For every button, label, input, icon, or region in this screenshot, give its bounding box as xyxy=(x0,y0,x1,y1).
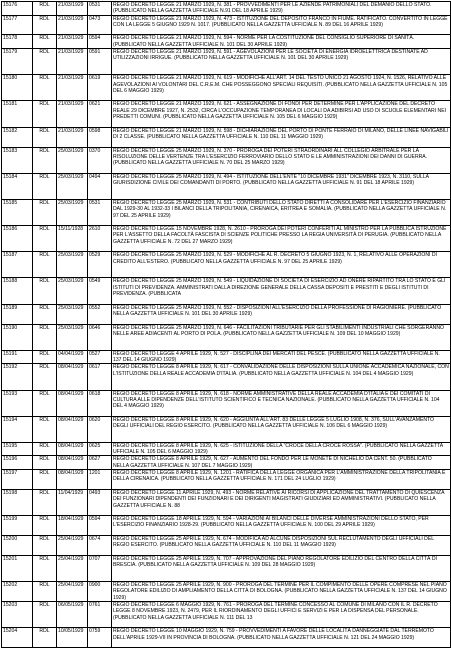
table-row xyxy=(2,15,451,35)
description-cell: REGIO DECRETO LEGGE 8 APRILE 1929, N. 1201 - RATIFICA DELLA LEGGE ORGANICA PER L'AMMINISTRAZIONE DELLA TRIPOLITANIA E DELLA CIRENAICA. (PUBBLICATO NELLA GAZZETTA UFFICIALE N. 171 DEL 24 LUGLIO 1929) xyxy=(112,470,451,490)
date-cell: 08/04/1929 xyxy=(57,470,88,490)
date-cell: 21/03/1929 xyxy=(57,15,88,35)
record-number-cell: 15187 xyxy=(2,252,33,278)
description-cell: REGIO DECRETO LEGGE 25 MARZO 1929, N. 531 - CONTRIBUTI DELLO STATO DIRETTI A CONSOLIDARE PER L'ESERCIZIO FINANZIARIO DAL 1929-30 AL 1932-33 I BILANCI DELLA TRIPOLITANIA, CIRENAICA, ERITREA E SOMALIA. (PUBBLICATO NELLA GAZZETTA UFFICIALE N. 97 DEL 25 APRILE 1929) xyxy=(112,199,451,225)
date-cell: 04/04/1929 xyxy=(57,350,88,364)
record-number-cell: 15198 xyxy=(2,489,33,515)
table-row xyxy=(2,489,451,515)
table-row xyxy=(2,199,451,225)
date-cell: 06/05/1929 xyxy=(57,602,88,628)
table-row xyxy=(2,101,451,127)
description-cell: REGIO DECRETO LEGGE 21 MARZO 1929, N. 381 - PROVVEDIMENTI PER LE AZIENDE PATRIMONIALI DEL DEMANIO DELLO STATO. (PUBBLICATO NELLA GAZZETTA UFFICIALE N.91 DEL 18 APRILE 1929) xyxy=(112,2,451,16)
act-number-cell: 0625 xyxy=(88,442,112,456)
act-type-cell: RDL xyxy=(33,127,57,147)
table-row xyxy=(2,390,451,416)
table-row xyxy=(2,582,451,602)
description-cell: REGIO DECRETO LEGGE 21 MARZO 1929, N. 619 - MODIFICHE ALL'ART. 14 DEL TESTO UNICO 21 AGOSTO 1924, N. 1526, RELATIVO ALLE AGEVOLAZIONI AI VOLONTARI DEL C.R.E.M. CHE POSSEGGONO SPECIALI REQUISITI. (PUBBLICATO NELLA GAZZETTA UFFICIALE N. 105 DEL 6 MAGGIO 1929) xyxy=(112,75,451,101)
record-number-cell: 15176 xyxy=(2,2,33,16)
record-number-cell: 15192 xyxy=(2,364,33,390)
description-cell: REGIO DECRETO LEGGE 25 MARZO 1929, N. 549 - LIQUIDAZIONE DI SOCIETÀ DI ESERCIZIO AD ONERE RIPARTITO TRA LO STATO E GLI ISTITUTI DI PREVIDENZA. AMMINISTRATI DALLA DIREZIONE GENERALE DELLA CASSA DEPOSITI E PRESTITI E DEGLI ISTITUTI DI PREVIDENZA. (PUBBLICATA xyxy=(112,278,451,304)
record-number-cell: 15204 xyxy=(2,628,33,648)
date-cell: 21/03/1929 xyxy=(57,35,88,49)
act-number-cell: 0707 xyxy=(88,555,112,581)
act-number-cell: 0493 xyxy=(88,489,112,515)
record-number-cell: 15200 xyxy=(2,536,33,556)
act-type-cell: RDL xyxy=(33,2,57,16)
act-type-cell: RDL xyxy=(33,252,57,278)
act-number-cell: 2610 xyxy=(88,226,112,252)
act-type-cell: RDL xyxy=(33,199,57,225)
table-row xyxy=(2,304,451,324)
table-row xyxy=(2,364,451,390)
act-number-cell: 1201 xyxy=(88,470,112,490)
act-number-cell: 0617 xyxy=(88,364,112,390)
act-number-cell: 0531 xyxy=(88,2,112,16)
description-cell: REGIO DECRETO LEGGE 25 MARZO 1929, N. 494 - ISTITUZIONE DELL'ENTE "10 DICEMBRE 1931" DICEMBRE 1923, N. 3110, SULLA GIURISDIZIONE CIVILE DEI COMANDANTI DI PORTO. (PUBBLICATO NELLA GAZZETTA UFFICIALE N. 91 DEL 18 APRILE 1929) xyxy=(112,173,451,199)
record-number-cell: 15199 xyxy=(2,516,33,536)
act-number-cell: 0759 xyxy=(88,628,112,648)
record-number-cell: 15184 xyxy=(2,173,33,199)
description-cell: REGIO DECRETO LEGGE 25 APRILE 1929, N. 707 - APPROVAZIONE DEL PIANO REGOLATORE EDILIZIO DEL CENTRO DELLA CITTÀ DI BRESCIA. (PUBBLICATO NELLA GAZZETTA UFFICIALE N. 109 DEL 28 MAGGIO 1929) xyxy=(112,555,451,581)
date-cell: 08/04/1929 xyxy=(57,390,88,416)
description-cell: REGIO DECRETO LEGGE 25 APRILE 1929, N. 900 - PROROGA DEL TERMINE PER IL COMPIMENTO DELLE OPERE COMPRESE NEL PIANO REGOLATORE EDILIZIO DI AMPLIAMENTO DELLA CITTÀ DI BOLOGNA. (PUBBLICATO NELLA GAZZETTA UFFICIALE N. 137 DEL 14 GIUGNO 1929) xyxy=(112,582,451,602)
decrees-table-body xyxy=(2,2,451,648)
act-number-cell: 0370 xyxy=(88,147,112,173)
act-type-cell: RDL xyxy=(33,416,57,442)
description-cell: REGIO DECRETO LEGGE 11 APRILE 1929, N. 493 - NORME RELATIVE AI RICORSI DI APPLICAZIONE DEL TRATTAMENTO DI QUIESCENZA DEI FUNZIONARI DIPENDENTI DEI FUNZIONARI E DEI DIRIGENTI MAGISTRATI GIUDIZIARI ED AMMINISTRATIVI. (PUBBLICATO NELLA GAZZETTA UFFICIALE N. 88 xyxy=(112,489,451,515)
table-row xyxy=(2,2,451,16)
record-number-cell: 15195 xyxy=(2,442,33,456)
table-row xyxy=(2,226,451,252)
act-type-cell: RDL xyxy=(33,390,57,416)
table-row xyxy=(2,536,451,556)
decrees-table xyxy=(1,1,451,648)
description-cell: REGIO DECRETO LEGGE 8 APRILE 1929, N. 625 - ISTITUZIONE DELLA "CROCE DELLA CROCE ROSSA". (PUBBLICATO NELLA GAZZETTA UFFICIALE N. 105 DEL 6 MAGGIO 1929) xyxy=(112,442,451,456)
act-type-cell: RDL xyxy=(33,628,57,648)
act-number-cell: 0527 xyxy=(88,350,112,364)
act-number-cell: 0552 xyxy=(88,304,112,324)
date-cell: 21/03/1929 xyxy=(57,101,88,127)
description-cell: REGIO DECRETO LEGGE 10 MAGGIO 1929, N. 759 - PROVVEDIMENTI A FAVORE DELLE LOCALITÀ DANNEGGIATE DAL TERREMOTO DELL'APRILE 1929-VII IN PROVINCIA DI BOLOGNA. (PUBBLICATO NELLA GAZZETTA UFFICIALE N. 121 DEL 24 MAGGIO 1929) xyxy=(112,628,451,648)
description-cell: REGIO DECRETO LEGGE 4 APRILE 1929, N. 527 - DISCIPLINA DEI MERCATI DEL PESCE. (PUBBLICATO NELLA GAZZETTA UFFICIALE N. 137 DEL 14 GIUGNO 1929) xyxy=(112,350,451,364)
date-cell: 11/04/1929 xyxy=(57,489,88,515)
act-number-cell: 0598 xyxy=(88,127,112,147)
table-row xyxy=(2,456,451,470)
date-cell: 15/11/1928 xyxy=(57,226,88,252)
description-cell: REGIO DECRETO LEGGE 25 MARZO 1929, N. 646 - FACILITAZIONI TRIBUTARIE PER GLI STABILIMENTI INDUSTRIALI CHE SORGERANNO NELLE AREE ADIACENTI AL PORTO DI POLA. (PUBBLICATO NELLA GAZZETTA UFFICIALE N. 109 DEL 10 MAGGIO 1929) xyxy=(112,324,451,350)
record-number-cell: 15194 xyxy=(2,416,33,442)
description-cell: REGIO DECRETO LEGGE 8 APRILE 1929, N. 618 - NORME AMMINISTRATIVE DELLA REALE ACCADEMIA D'ITALIA E DEI COMITATI DI CULTURA ALLE DIPENDENZE DELL'ISTITUTO SCIENTIFICO E TECNICA NAZIONALE. (PUBBLICATO NELLA GAZZETTA UFFICIALE N. 104 DEL 4 MAGGIO 1929) xyxy=(112,390,451,416)
date-cell: 25/03/1929 xyxy=(57,324,88,350)
record-number-cell: 15203 xyxy=(2,602,33,628)
act-number-cell: 0494 xyxy=(88,173,112,199)
date-cell: 21/03/1929 xyxy=(57,75,88,101)
act-type-cell: RDL xyxy=(33,147,57,173)
act-number-cell: 0594 xyxy=(88,35,112,49)
record-number-cell: 15189 xyxy=(2,304,33,324)
record-number-cell: 15177 xyxy=(2,15,33,35)
description-cell: REGIO DECRETO LEGGE 6 MAGGIO 1929, N. 761 - PROROGA DEL TERMINE CONCESSO AL COMUNE DI MILANO CON IL R. DECRETO LEGGE 8 NOVEMBRE 1923, N. 2479, PER IL RIORDINAMENTO DEGLI UFFICI E SERVIZI E PER LA DISPENSA DEL PERSONALE. (PUBBLICATO NELLA GAZZETTA UFFICIALE N. 111 DEL 13 xyxy=(112,602,451,628)
table-row xyxy=(2,147,451,173)
table-row xyxy=(2,628,451,648)
act-type-cell: RDL xyxy=(33,226,57,252)
record-number-cell: 15179 xyxy=(2,49,33,75)
record-number-cell: 15197 xyxy=(2,470,33,490)
description-cell: REGIO DECRETO LEGGE 18 APRILE 1929, N. 594 - VARIAZIONI AI BILANCI DELLE DIVERSE AMMINISTRAZIONI DELLO STATO, PER L'ESERCIZIO FINANZIARIO 1928-29. (PUBBLICATO NELLA GAZZETTA UFFICIALE N. 100 DEL 29 APRILE 1929) xyxy=(112,516,451,536)
act-type-cell: RDL xyxy=(33,489,57,515)
act-number-cell: 0549 xyxy=(88,278,112,304)
record-number-cell: 15186 xyxy=(2,226,33,252)
table-row xyxy=(2,602,451,628)
table-row xyxy=(2,75,451,101)
act-number-cell: 0761 xyxy=(88,602,112,628)
table-row xyxy=(2,35,451,49)
act-type-cell: RDL xyxy=(33,75,57,101)
act-type-cell: RDL xyxy=(33,350,57,364)
date-cell: 08/04/1929 xyxy=(57,456,88,470)
record-number-cell: 15190 xyxy=(2,324,33,350)
description-cell: REGIO DECRETO LEGGE 21 MARZO 1929, N. 591 - AGEVOLAZIONI PER LE SOCIETÀ DI ENERGIA IDROELETTRICA DESTINATE AD UTILIZZAZIONI IRRIGUE. (PUBBLICATO NELLA GAZZETTA UFFICIALE N. 101 DEL 30 APRILE 1929) xyxy=(112,49,451,75)
description-cell: REGIO DECRETO LEGGE 25 APRILE 1929, N. 674 - MODIFICA AD ALCUNE DISPOSIZIONI SUL RECLUTAMENTO DEGLI UFFICIALI DEL REGIO ESERCITO. (PUBBLICATO NELLA GAZZETTA UFFICIALE N. 110 DEL 11 MAGGIO 1929) xyxy=(112,536,451,556)
act-type-cell: RDL xyxy=(33,35,57,49)
record-number-cell: 15183 xyxy=(2,147,33,173)
act-number-cell: 0900 xyxy=(88,582,112,602)
table-row xyxy=(2,555,451,581)
act-type-cell: RDL xyxy=(33,536,57,556)
act-number-cell: 0591 xyxy=(88,49,112,75)
table-row xyxy=(2,442,451,456)
record-number-cell: 15202 xyxy=(2,582,33,602)
table-row xyxy=(2,324,451,350)
act-type-cell: RDL xyxy=(33,173,57,199)
date-cell: 25/04/1929 xyxy=(57,536,88,556)
description-cell: REGIO DECRETO LEGGE 8 APRILE 1929, N. 627 - AUMENTO DEL FONDO PER LE MONETE DI NICHELIO DA CENT. 50. (PUBBLICATO NELLA GAZZETTA UFFICIALE N. 107 DEL 7 MAGGIO 1929) xyxy=(112,456,451,470)
table-row xyxy=(2,278,451,304)
description-cell: REGIO DECRETO LEGGE 21 MARZO 1929, N. 621 - ASSEGNAZIONE DI FONDI PER DETERMINE PER L'APPLICAZIONE DEL DECRETO REALE 29 DICEMBRE 1927, N. 2532, CIRCA L'OCCUPAZIONE TEMPORANEA DI LOCALI DA ADIBIRSI AD USO DI SCUOLE ELEMENTARI NEI PREDETTI COMUNI. (PUBBLICATO NELLA GAZZETTA UFFICIALE N. 105 DEL 6 MAGGIO 1929) xyxy=(112,101,451,127)
date-cell: 25/03/1929 xyxy=(57,304,88,324)
record-number-cell: 15182 xyxy=(2,127,33,147)
date-cell: 25/04/1929 xyxy=(57,555,88,581)
record-number-cell: 15178 xyxy=(2,35,33,49)
act-type-cell: RDL xyxy=(33,582,57,602)
act-type-cell: RDL xyxy=(33,304,57,324)
table-row xyxy=(2,252,451,278)
record-number-cell: 15188 xyxy=(2,278,33,304)
record-number-cell: 15185 xyxy=(2,199,33,225)
description-cell: REGIO DECRETO LEGGE 25 MARZO 1929, N. 370 - PROROGA DEI POTERI STRAORDINARI ALL COLLEGIO ARBITRALE PER LA RISOLUZIONE DELLE VERTENZE TRA L'ESERCIZIO FERROVIARIO DELLO STATO E LE AMMINISTRAZIONI DEI DANNI DI GUERRA. (PUBBLICATO NELLA GAZZETTA UFFICIALE N. 70 DEL 25 MARZO 1929) xyxy=(112,147,451,173)
act-number-cell: 0619 xyxy=(88,75,112,101)
date-cell: 21/03/1929 xyxy=(57,2,88,16)
date-cell: 21/03/1929 xyxy=(57,127,88,147)
date-cell: 18/04/1929 xyxy=(57,516,88,536)
act-number-cell: 0620 xyxy=(88,416,112,442)
table-row xyxy=(2,173,451,199)
act-type-cell: RDL xyxy=(33,364,57,390)
act-type-cell: RDL xyxy=(33,470,57,490)
date-cell: 25/03/1929 xyxy=(57,147,88,173)
act-type-cell: RDL xyxy=(33,456,57,470)
date-cell: 25/03/1929 xyxy=(57,252,88,278)
date-cell: 25/03/1929 xyxy=(57,199,88,225)
record-number-cell: 15196 xyxy=(2,456,33,470)
act-type-cell: RDL xyxy=(33,49,57,75)
act-type-cell: RDL xyxy=(33,324,57,350)
act-number-cell: 0621 xyxy=(88,101,112,127)
act-type-cell: RDL xyxy=(33,442,57,456)
table-row xyxy=(2,350,451,364)
act-number-cell: 0529 xyxy=(88,252,112,278)
description-cell: REGIO DECRETO LEGGE 25 MARZO 1929, N. 529 - MODIFICHE AL R. DECRETO 5 GIUGNO 1923, N. 1, RELATIVO ALLE OPERAZIONI DI CREDITO ALL'ESTERO. (PUBBLICATO NELLA GAZZETTA UFFICIALE N. 97 DEL 25 APRILE 1929) xyxy=(112,252,451,278)
record-number-cell: 15180 xyxy=(2,75,33,101)
table-row xyxy=(2,416,451,442)
table-row xyxy=(2,127,451,147)
act-number-cell: 0674 xyxy=(88,536,112,556)
act-type-cell: RDL xyxy=(33,101,57,127)
date-cell: 08/04/1929 xyxy=(57,364,88,390)
act-type-cell: RDL xyxy=(33,516,57,536)
act-type-cell: RDL xyxy=(33,555,57,581)
act-number-cell: 0473 xyxy=(88,15,112,35)
table-row xyxy=(2,49,451,75)
act-number-cell: 0627 xyxy=(88,456,112,470)
date-cell: 25/03/1929 xyxy=(57,278,88,304)
date-cell: 21/03/1929 xyxy=(57,49,88,75)
description-cell: REGIO DECRETO LEGGE 21 MARZO 1929, N. 598 - DICHIARAZIONE DEL PORTO DI PONTE FERRAIO DI MILANO, DELLE LINEE NAVIGABILI DI 2 CLASSE. (PUBBLICATO NELLA GAZZETTA UFFICIALE N. 110 DEL 11 MAGGIO 1929) xyxy=(112,127,451,147)
act-type-cell: RDL xyxy=(33,15,57,35)
act-number-cell: 0618 xyxy=(88,390,112,416)
act-number-cell: 0594 xyxy=(88,516,112,536)
date-cell: 10/05/1929 xyxy=(57,628,88,648)
description-cell: REGIO DECRETO LEGGE 15 NOVEMBRE 1928, N. 2610 - PROROGA DEI POTERI CONFERITI AL MINISTRO PER LA PUBBLICA ISTRUZIONE PER L'ASSETTO DELLA FACOLTÀ FASCISTA DI SCIENZE POLITICHE PRESSO LA REGIA UNIVERSITÀ DI PERUGIA. (PUBBLICATO NELLA GAZZETTA UFFICIALE N. 72 DEL 27 MARZO 1929) xyxy=(112,226,451,252)
description-cell: REGIO DECRETO LEGGE 21 MARZO 1929, N. 473 - ISTITUZIONE DEL DEPOSITO FRANCO IN FIUME. RATIFICATO. CONVERTITO IN LEGGE CON LA LEGGE 5 GIUGNO 1929 N. 1017. (PUBBLICATO NELLA GAZZETTA UFFICIALE N. 89 DEL 16 APRILE 1929) xyxy=(112,15,451,35)
act-type-cell: RDL xyxy=(33,602,57,628)
description-cell: REGIO DECRETO LEGGE 8 APRILE 1929, N. 617 - CONVALIDAZIONE DELLE DISPOSIZIONI SULLA UNIONE ACCADEMICA NAZIONALE, CON L'ISTITUZIONE DELLA REALE ACCADEMIA D'ITALIA. (PUBBLICATO NELLA GAZZETTA UFFICIALE N. 104 DEL 4 MAGGIO 1929) xyxy=(112,364,451,390)
record-number-cell: 15191 xyxy=(2,350,33,364)
description-cell: REGIO DECRETO LEGGE 21 MARZO 1929, N. 594 - NORME PER LA COSTITUZIONE DEL CONSIGLIO SUPERIORE DI SANITÀ. (PUBBLICATO NELLA GAZZETTA UFFICIALE N. 101 DEL 30 APRILE 1929) xyxy=(112,35,451,49)
table-row xyxy=(2,516,451,536)
description-cell: REGIO DECRETO LEGGE 25 MARZO 1929, N. 552 - DISPOSIZIONI ALL'ESERCIZIO DELLA PROFESSIONE DI RAGIONIERE. (PUBBLICATO NELLA GAZZETTA UFFICIALE N. 101 DEL 30 APRILE 1929) xyxy=(112,304,451,324)
record-number-cell: 15181 xyxy=(2,101,33,127)
table-row xyxy=(2,470,451,490)
date-cell: 25/04/1929 xyxy=(57,582,88,602)
record-number-cell: 15193 xyxy=(2,390,33,416)
act-number-cell: 0646 xyxy=(88,324,112,350)
description-cell: REGIO DECRETO LEGGE 8 APRILE 1929, N. 620 - AGGIUNTA ALL'ART. 83 DELLE LEGGE 5 LUGLIO 1908, N. 376, SULL'AVANZAMENTO DEGLI UFFICIALI DEL REGIO ESERCITO. (PUBBLICATO NELLA GAZZETTA UFFICIALE N. 106 DEL 6 MAGGIO 1929) xyxy=(112,416,451,442)
date-cell: 08/04/1929 xyxy=(57,442,88,456)
date-cell: 25/03/1929 xyxy=(57,173,88,199)
act-number-cell: 0531 xyxy=(88,199,112,225)
record-number-cell: 15201 xyxy=(2,555,33,581)
date-cell: 08/04/1929 xyxy=(57,416,88,442)
act-type-cell: RDL xyxy=(33,278,57,304)
